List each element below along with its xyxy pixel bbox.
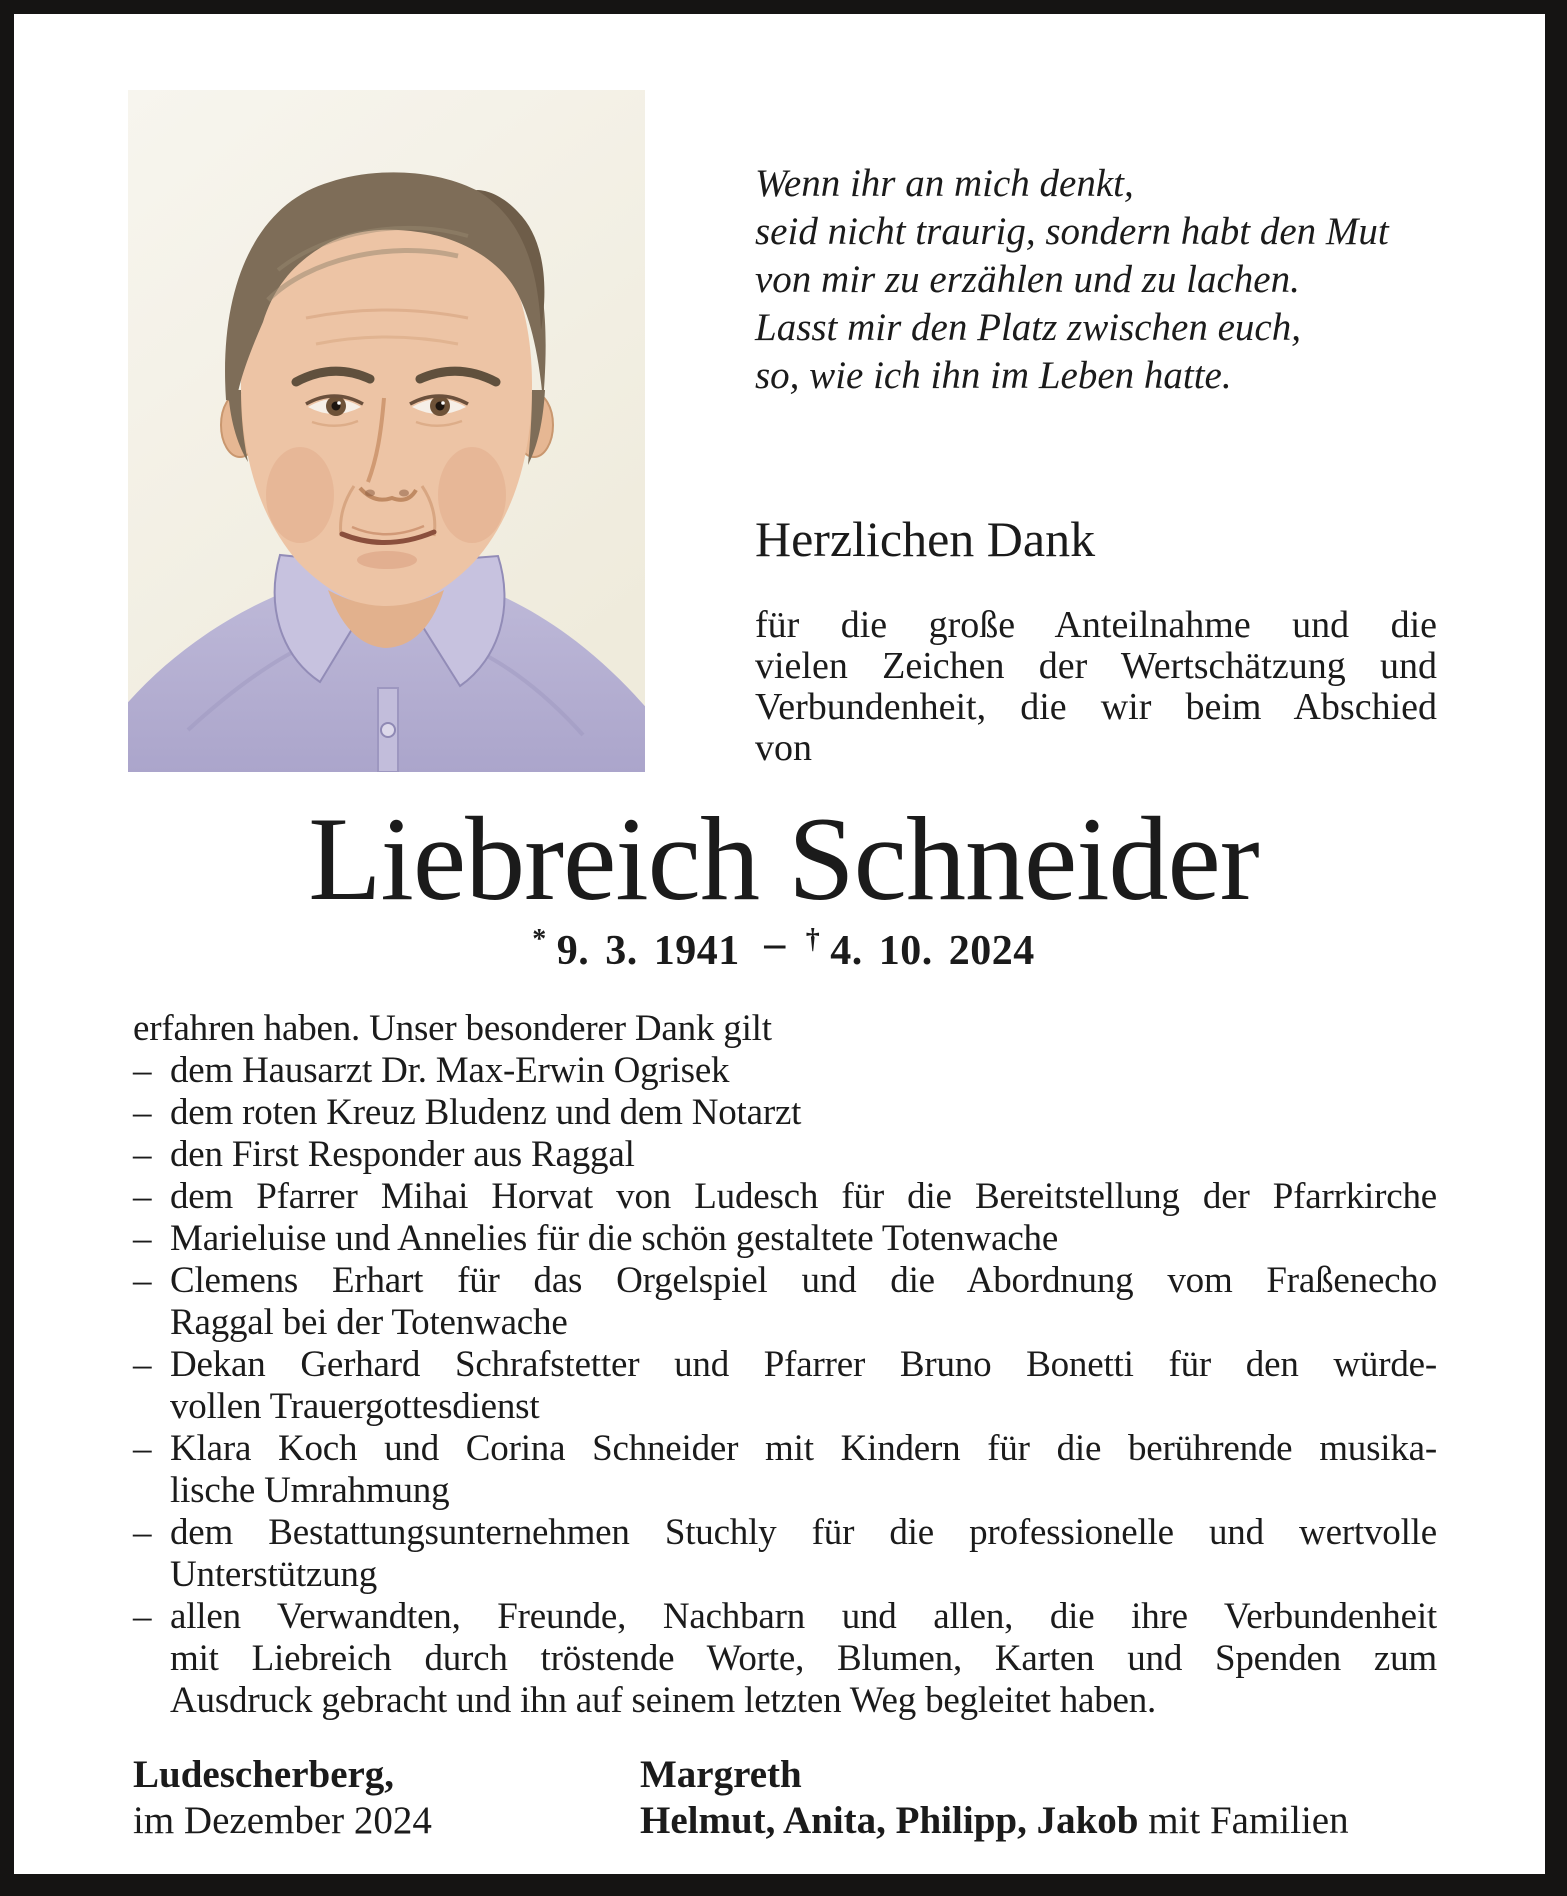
acknowledgement-line: dem Hausarzt Dr. Max-Erwin Ogrisek xyxy=(170,1050,730,1091)
mourner-suffix: mit Familien xyxy=(1138,1799,1349,1842)
acknowledgement-list xyxy=(133,1008,1437,1722)
closing-place-block xyxy=(133,1752,432,1844)
acknowledgement-line: mit Liebreich durch tröstende Worte, Blumen, Karten und Spenden zum xyxy=(170,1638,1437,1679)
acknowledgement-item xyxy=(133,1596,1437,1722)
acknowledgement-item xyxy=(133,1092,1437,1134)
list-dash: – xyxy=(133,1134,152,1175)
life-dates xyxy=(0,920,1567,975)
acknowledgement-line: Dekan Gerhard Schrafstetter und Pfarrer Bruno Bonetti für den würde- xyxy=(170,1344,1437,1385)
deceased-name: Liebreich Schneider xyxy=(308,792,1259,925)
acknowledgement-line: vollen Trauergottesdienst xyxy=(170,1386,540,1427)
birth-symbol: * xyxy=(532,924,547,955)
portrait-photo xyxy=(128,90,645,772)
acknowledgement-line: Klara Koch und Corina Schneider mit Kindern für die berührende musika- xyxy=(170,1428,1437,1469)
mourner-names: Helmut, Anita, Philipp, Jakob xyxy=(640,1799,1139,1842)
thanks-paragraph-line: vielen Zeichen der Wertschätzung und xyxy=(755,645,1437,687)
birth-date: 9. 3. 1941 xyxy=(556,928,740,974)
list-dash: – xyxy=(133,1218,152,1259)
closing-mourners-block xyxy=(640,1752,1349,1844)
acknowledgement-item xyxy=(133,1344,1437,1428)
thanks-heading: Herzlichen Dank xyxy=(755,511,1096,567)
jowl-right xyxy=(438,447,506,543)
acknowledgement-item xyxy=(133,1260,1437,1344)
list-dash: – xyxy=(133,1428,152,1469)
death-date: 4. 10. 2024 xyxy=(830,928,1035,974)
acknowledgement-line: dem Pfarrer Mihai Horvat von Ludesch für die Bereitstellung der Pfarrkirche xyxy=(170,1176,1437,1217)
shirt-button xyxy=(381,723,395,737)
acknowledgement-line: Raggal bei der Totenwache xyxy=(170,1302,568,1343)
acknowledgement-item xyxy=(133,1428,1437,1512)
acknowledgement-line: Marieluise und Annelies für die schön gestaltete Totenwache xyxy=(170,1218,1059,1259)
acknowledgement-lead: erfahren haben. Unser besonderer Dank gilt xyxy=(133,1008,772,1049)
jowl-left xyxy=(266,447,334,543)
eye-highlight-left xyxy=(337,401,341,405)
list-dash: – xyxy=(133,1512,152,1553)
lower-lip xyxy=(357,551,417,569)
thanks-paragraph-line: von xyxy=(755,727,812,769)
nostril-right xyxy=(399,490,409,497)
dates-separator: – xyxy=(764,921,786,967)
acknowledgement-line: den First Responder aus Raggal xyxy=(170,1134,635,1175)
poem-line: so, wie ich ihn im Leben hatte. xyxy=(755,354,1232,397)
list-dash: – xyxy=(133,1344,152,1385)
acknowledgement-line: Ausdruck gebracht und ihn auf seinem letzten Weg begleitet haben. xyxy=(170,1680,1157,1721)
closing-place: Ludescherberg, xyxy=(133,1753,395,1796)
acknowledgement-line: lische Umrahmung xyxy=(170,1470,450,1511)
poem-line: Lasst mir den Platz zwischen euch, xyxy=(755,306,1301,349)
acknowledgement-item xyxy=(133,1218,1437,1260)
list-dash: – xyxy=(133,1260,152,1301)
list-dash: – xyxy=(133,1596,152,1637)
poem-line: von mir zu erzählen und zu lachen. xyxy=(755,258,1300,301)
list-dash: – xyxy=(133,1050,152,1091)
eye-highlight-right xyxy=(441,401,445,405)
memorial-poem xyxy=(755,160,1455,400)
list-dash: – xyxy=(133,1092,152,1133)
mourner-line-2 xyxy=(640,1798,1349,1844)
mourner-line-1: Margreth xyxy=(640,1753,802,1796)
acknowledgement-line: Unterstützung xyxy=(170,1554,378,1595)
acknowledgement-line: Clemens Erhart für das Orgelspiel und die Abordnung vom Fraßenecho xyxy=(170,1260,1437,1301)
thanks-paragraph-line: für die große Anteilnahme und die xyxy=(755,604,1437,646)
acknowledgement-line: dem Bestattungsunternehmen Stuchly für die professionelle und wertvolle xyxy=(170,1512,1437,1553)
thanks-paragraph-line: Verbundenheit, die wir beim Abschied xyxy=(755,686,1437,728)
acknowledgement-line: dem roten Kreuz Bludenz und dem Notarzt xyxy=(170,1092,802,1133)
acknowledgement-item xyxy=(133,1050,1437,1092)
poem-line: seid nicht traurig, sondern habt den Mut xyxy=(755,210,1389,253)
acknowledgement-item xyxy=(133,1176,1437,1218)
death-symbol: † xyxy=(805,924,820,955)
nostril-left xyxy=(365,490,375,497)
poem-line: Wenn ihr an mich denkt, xyxy=(755,162,1134,205)
portrait-photo-graphic xyxy=(128,90,645,772)
closing-date: im Dezember 2024 xyxy=(133,1799,432,1842)
acknowledgement-item xyxy=(133,1512,1437,1596)
acknowledgement-item xyxy=(133,1134,1437,1176)
acknowledgement-line: allen Verwandten, Freunde, Nachbarn und allen, die ihre Verbundenheit xyxy=(170,1596,1437,1637)
thanks-paragraph xyxy=(755,605,1437,769)
list-dash: – xyxy=(133,1176,152,1217)
